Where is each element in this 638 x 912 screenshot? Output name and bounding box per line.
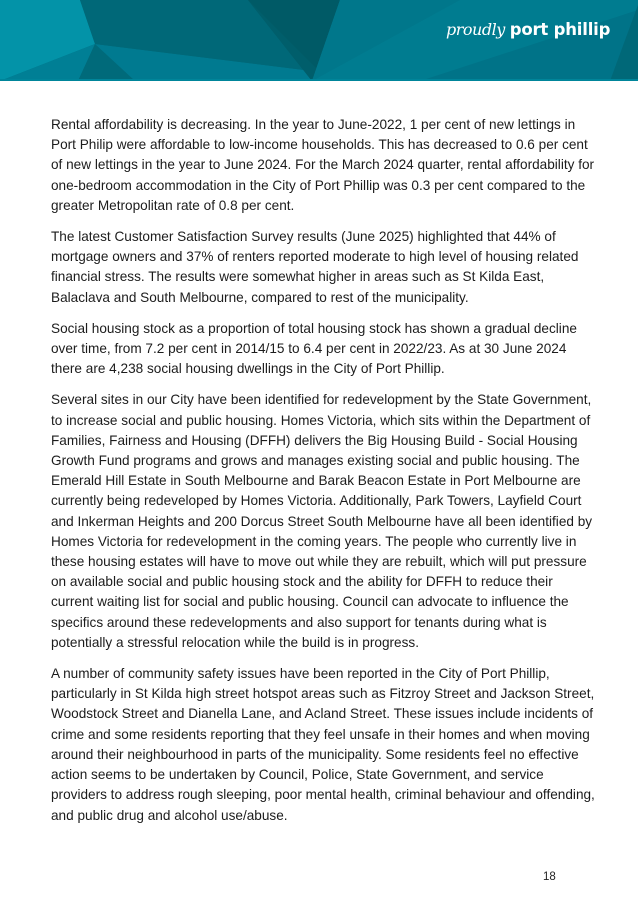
- body-content: [51, 115, 596, 837]
- paragraph-social-housing-stock: Social housing stock as a proportion of total housing stock has shown a gradual decline over time, from 7.2 per cent in 2014/15 to 6.4 per cent in 2022/23. As at 30 June 2024 there are 4,238 social housing dwellings in the City of Port Phillip.: [51, 320, 577, 377]
- header-banner: [0, 0, 638, 81]
- logo-script-text: proudly: [446, 20, 505, 39]
- logo-bold-text: port phillip: [509, 20, 611, 39]
- paragraph-community-safety: A number of community safety issues have been reported in the City of Port Phillip, particularly in St Kilda high street hotspot areas such as Fitzroy Street and Jackson Street, Woodstock Street and Dianella Lane, and Acland Street. These issues include incidents of crime and some residents reporting that they feel unsafe in their homes and when moving around their neighbourhood in parts of the municipality. Some residents feel no effective action seems to be undertaken by Council, Police, State Government, and service providers to address rough sleeping, poor mental health, criminal behaviour and offending, and public drug and alcohol use/abuse.: [51, 666, 595, 823]
- paragraph-satisfaction-survey: The latest Customer Satisfaction Survey results (June 2025) highlighted that 44% of mortgage owners and 37% of renters reported moderate to high level of housing related financial stress. The results were somewhat higher in areas such as St Kilda East, Balaclava and South Melbourne, compared to rest of the municipality.: [51, 229, 579, 305]
- paragraph-redevelopment-sites: Several sites in our City have been identified for redevelopment by the State Government, to increase social and public housing. Homes Victoria, which sits within the Department of Families, Fairness and Housing (DFFH) delivers the Big Housing Build - Social Housing Growth Fund programs and grows and manages existing social and public housing. The Emerald Hill Estate in South Melbourne and Barak Beacon Estate in Port Melbourne are currently being redeveloped by Homes Victoria. Additionally, Park Towers, Layfield Court and Inkerman Heights and 200 Dorcus Street South Melbourne have all been identified by Homes Victoria for redevelopment in the coming years. The people who currently live in these housing estates will have to move out while they are rebuilt, which will put pressure on available social and public housing stock and the ability for DFFH to reduce their current waiting list for social and public housing. Council can advocate to influence the specifics around these redevelopments and also support for tenants during what is potentially a stressful relocation while the build is in progress.: [51, 392, 593, 650]
- geometric-banner-graphic: [0, 0, 638, 81]
- paragraph-rental-affordability: Rental affordability is decreasing. In the year to June-2022, 1 per cent of new lettings in Port Philip were affordable to low-income households. This has decreased to 0.6 per cent of new lettings in the year to June 2024. For the March 2024 quarter, rental affordability for one-bedroom accommodation in the City of Port Phillip was 0.3 per cent compared to the greater Metropolitan rate of 0.8 per cent.: [51, 117, 595, 213]
- page-number: 18: [543, 871, 556, 883]
- proudly-port-phillip-logo: [446, 20, 610, 39]
